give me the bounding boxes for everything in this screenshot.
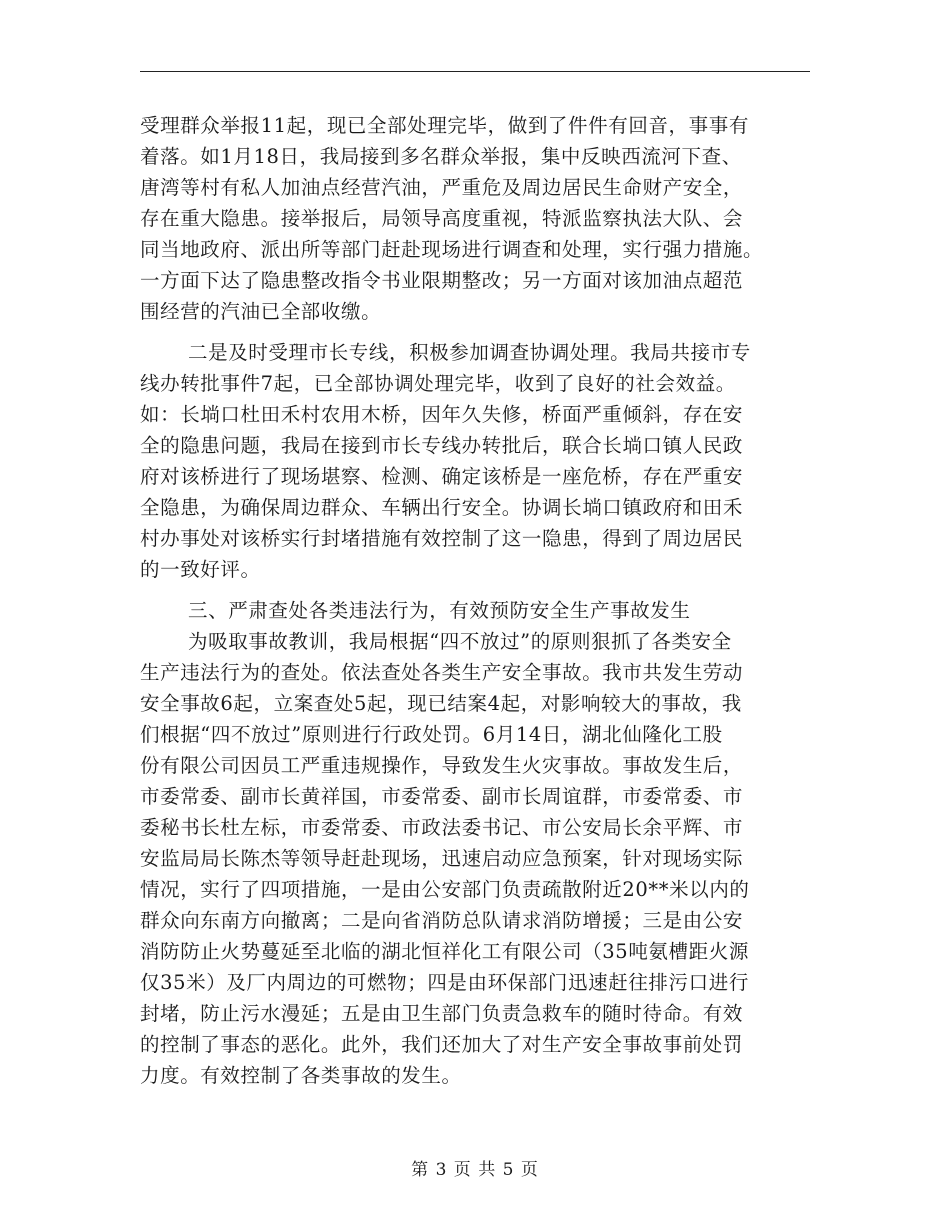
text-line: 的控制了事态的恶化。此外，我们还加大了对生产安全事故事前处罚 — [140, 1033, 744, 1056]
text-line: 唐湾等村有私人加油点经营汽油，严重危及周边居民生命财产安全， — [140, 176, 744, 199]
text-line: 全的隐患问题，我局在接到市长专线办转批后，联合长埫口镇人民政 — [140, 434, 744, 457]
text-line: 仅35米）及厂内周边的可燃物；四是由环保部门迅速赶往排污口进行 — [140, 971, 749, 994]
text-line: 一方面下达了隐患整改指令书业限期整改；另一方面对该加油点超范 — [140, 269, 744, 292]
text-line: 市委常委、副市长黄祥国，市委常委、副市长周谊群，市委常委、市 — [140, 785, 744, 808]
text-line: 生产违法行为的查处。依法查处各类生产安全事故。我市共发生劳动 — [140, 661, 744, 684]
text-line: 的一致好评。 — [140, 558, 261, 581]
section-heading: 三、严肃查处各类违法行为，有效预防安全生产事故发生 — [188, 599, 691, 622]
paragraph-start-line: 为吸取事故教训，我局根据“四不放过”的原则狠抓了各类安全 — [188, 630, 732, 653]
text-line: 委秘书长杜左标，市委常委、市政法委书记、市公安局长余平辉、市 — [140, 816, 744, 839]
text-line: 份有限公司因员工严重违规操作，导致发生火灾事故。事故发生后， — [140, 754, 744, 777]
text-line: 围经营的汽油已全部收缴。 — [140, 300, 382, 323]
text-line: 全隐患，为确保周边群众、车辆出行安全。协调长埫口镇政府和田禾 — [140, 496, 744, 519]
text-line: 如：长埫口杜田禾村农用木桥，因年久失修，桥面严重倾斜，存在安 — [140, 403, 744, 426]
text-line: 们根据“四不放过”原则进行行政处罚。6月14日，湖北仙隆化工股 — [140, 723, 723, 746]
text-line: 力度。有效控制了各类事故的发生。 — [140, 1064, 462, 1087]
text-line: 群众向东南方向撤离；二是向省消防总队请求消防增援；三是由公安 — [140, 909, 744, 932]
text-line: 受理群众举报11起，现已全部处理完毕，做到了件件有回音，事事有 — [140, 114, 749, 137]
text-line: 着落。如1月18日，我局接到多名群众举报，集中反映西流河下查、 — [140, 145, 742, 168]
text-line: 存在重大隐患。接举报后，局领导高度重视，特派监察执法大队、会 — [140, 207, 744, 230]
text-line: 封堵，防止污水漫延；五是由卫生部门负责急救车的随时待命。有效 — [140, 1002, 744, 1025]
text-line: 同当地政府、派出所等部门赶赴现场进行调查和处理，实行强力措施。 — [140, 238, 764, 261]
page-number-footer: 第 3 页 共 5 页 — [411, 1160, 539, 1180]
text-line: 安监局局长陈杰等领导赶赴现场，迅速启动应急预案，针对现场实际 — [140, 847, 744, 870]
text-line: 村办事处对该桥实行封堵措施有效控制了这一隐患，得到了周边居民 — [140, 527, 744, 550]
paragraph-start-line: 二是及时受理市长专线，积极参加调查协调处理。我局共接市专 — [188, 341, 751, 364]
text-line: 消防防止火势蔓延至北临的湖北恒祥化工有限公司（35吨氨槽距火源 — [140, 940, 749, 963]
header-divider — [140, 71, 810, 72]
text-line: 情况，实行了四项措施，一是由公安部门负责疏散附近20**米以内的 — [140, 878, 750, 901]
text-line: 线办转批事件7起，已全部协调处理完毕，收到了良好的社会效益。 — [140, 372, 736, 395]
text-line: 府对该桥进行了现场堪察、检测、确定该桥是一座危桥，存在严重安 — [140, 465, 744, 488]
text-line: 安全事故6起，立案查处5起，现已结案4起，对影响较大的事故，我 — [140, 692, 742, 715]
